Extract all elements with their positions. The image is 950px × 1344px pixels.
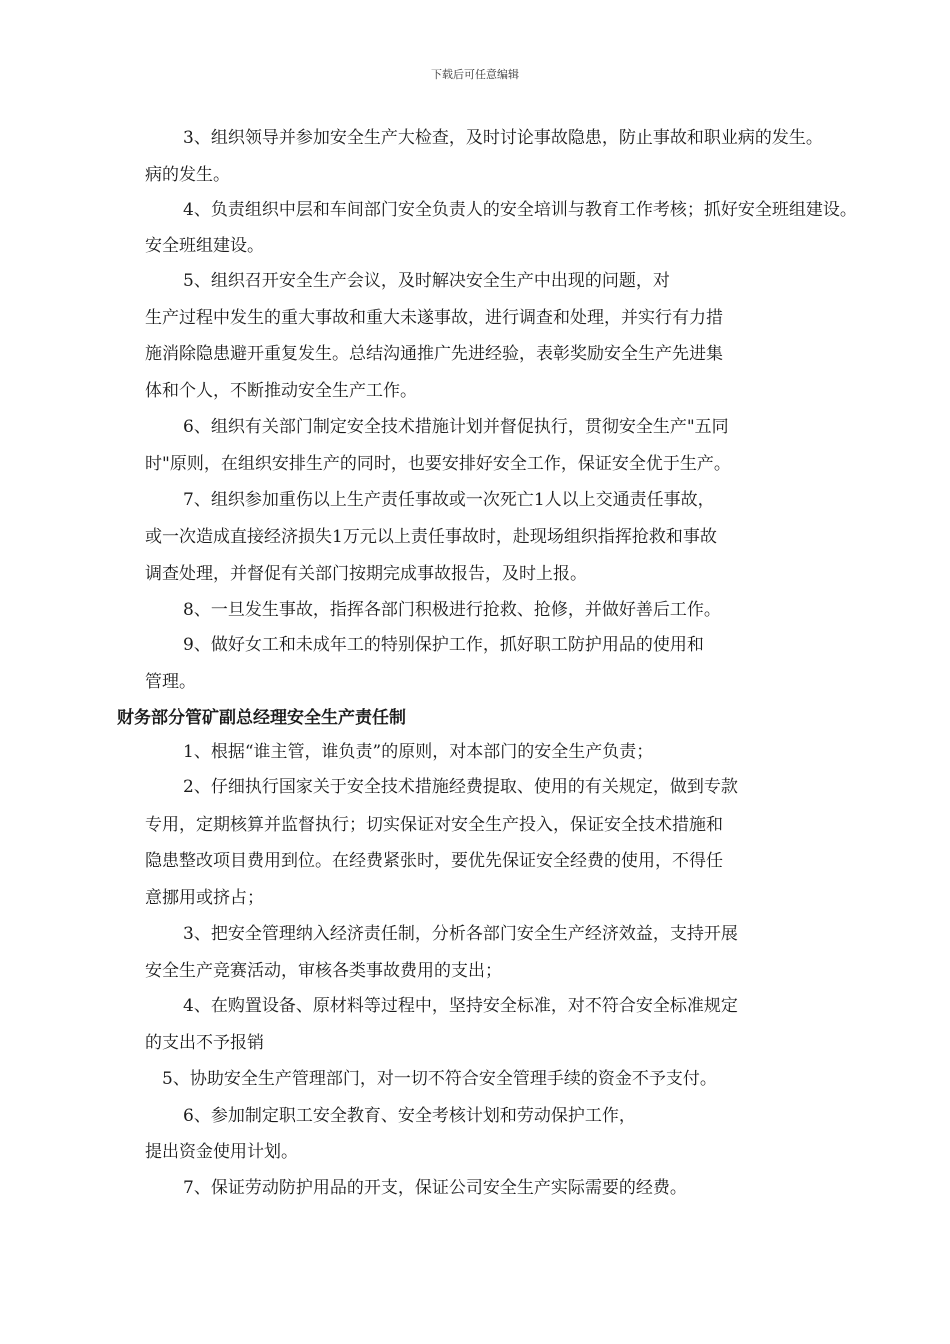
paragraph-line: 5、协助安全生产管理部门，对一切不符合安全管理手续的资金不予支付。 — [162, 1069, 717, 1089]
paragraph-line: 隐患整改项目费用到位。在经费紧张时，要优先保证安全经费的使用，不得任 — [145, 851, 723, 871]
paragraph-line: 9、做好女工和未成年工的特别保护工作，抓好职工防护用品的使用和 — [183, 635, 704, 655]
paragraph-line: 8、一旦发生事故，指挥各部门积极进行抢救、抢修，并做好善后工作。 — [183, 600, 721, 620]
paragraph-line: 4、在购置设备、原材料等过程中，坚持安全标准，对不符合安全标准规定 — [183, 996, 738, 1016]
paragraph-line: 2、仔细执行国家关于安全技术措施经费提取、使用的有关规定，做到专款 — [183, 777, 738, 797]
paragraph-line: 6、组织有关部门制定安全技术措施计划并督促执行，贯彻安全生产"五同 — [183, 417, 729, 437]
paragraph-line: 3、组织领导并参加安全生产大检查，及时讨论事故隐患，防止事故和职业病的发生。 — [183, 128, 823, 148]
paragraph-line: 的支出不予报销 — [145, 1033, 264, 1053]
paragraph-line: 6、参加制定职工安全教育、安全考核计划和劳动保护工作， — [183, 1106, 636, 1126]
paragraph-line: 意挪用或挤占； — [145, 888, 264, 908]
paragraph-line: 7、组织参加重伤以上生产责任事故或一次死亡1人以上交通责任事故， — [183, 490, 715, 510]
paragraph-line: 提出资金使用计划。 — [145, 1142, 298, 1162]
paragraph-line: 安全班组建设。 — [145, 236, 264, 256]
paragraph-line: 调查处理，并督促有关部门按期完成事故报告，及时上报。 — [145, 564, 587, 584]
paragraph-line: 管理。 — [145, 672, 196, 692]
paragraph-line: 专用，定期核算并监督执行；切实保证对安全生产投入，保证安全技术措施和 — [145, 815, 723, 835]
paragraph-line: 4、负责组织中层和车间部门安全负责人的安全培训与教育工作考核；抓好安全班组建设。 — [183, 200, 857, 220]
paragraph-line: 安全生产竞赛活动，审核各类事故费用的支出； — [145, 961, 502, 981]
paragraph-line: 施消除隐患避开重复发生。总结沟通推广先进经验，表彰奖励安全生产先进集 — [145, 344, 723, 364]
paragraph-line: 或一次造成直接经济损失1万元以上责任事故时，赴现场组织指挥抢救和事故 — [145, 527, 717, 547]
paragraph-line: 时"原则，在组织安排生产的同时，也要安排好安全工作，保证安全优于生产。 — [145, 454, 731, 474]
section-heading: 财务部分管矿副总经理安全生产责任制 — [117, 708, 406, 728]
paragraph-line: 7、保证劳动防护用品的开支，保证公司安全生产实际需要的经费。 — [183, 1178, 687, 1198]
paragraph-line: 1、根据“谁主管，谁负责”的原则，对本部门的安全生产负责； — [183, 742, 654, 762]
paragraph-line: 生产过程中发生的重大事故和重大未遂事故，进行调查和处理，并实行有力措 — [145, 308, 723, 328]
paragraph-line: 5、组织召开安全生产会议，及时解决安全生产中出现的问题，对 — [183, 271, 670, 291]
paragraph-line: 3、把安全管理纳入经济责任制，分析各部门安全生产经济效益，支持开展 — [183, 924, 738, 944]
paragraph-line: 病的发生。 — [145, 165, 230, 185]
page-header: 下载后可任意编辑 — [431, 68, 519, 81]
paragraph-line: 体和个人，不断推动安全生产工作。 — [145, 381, 417, 401]
